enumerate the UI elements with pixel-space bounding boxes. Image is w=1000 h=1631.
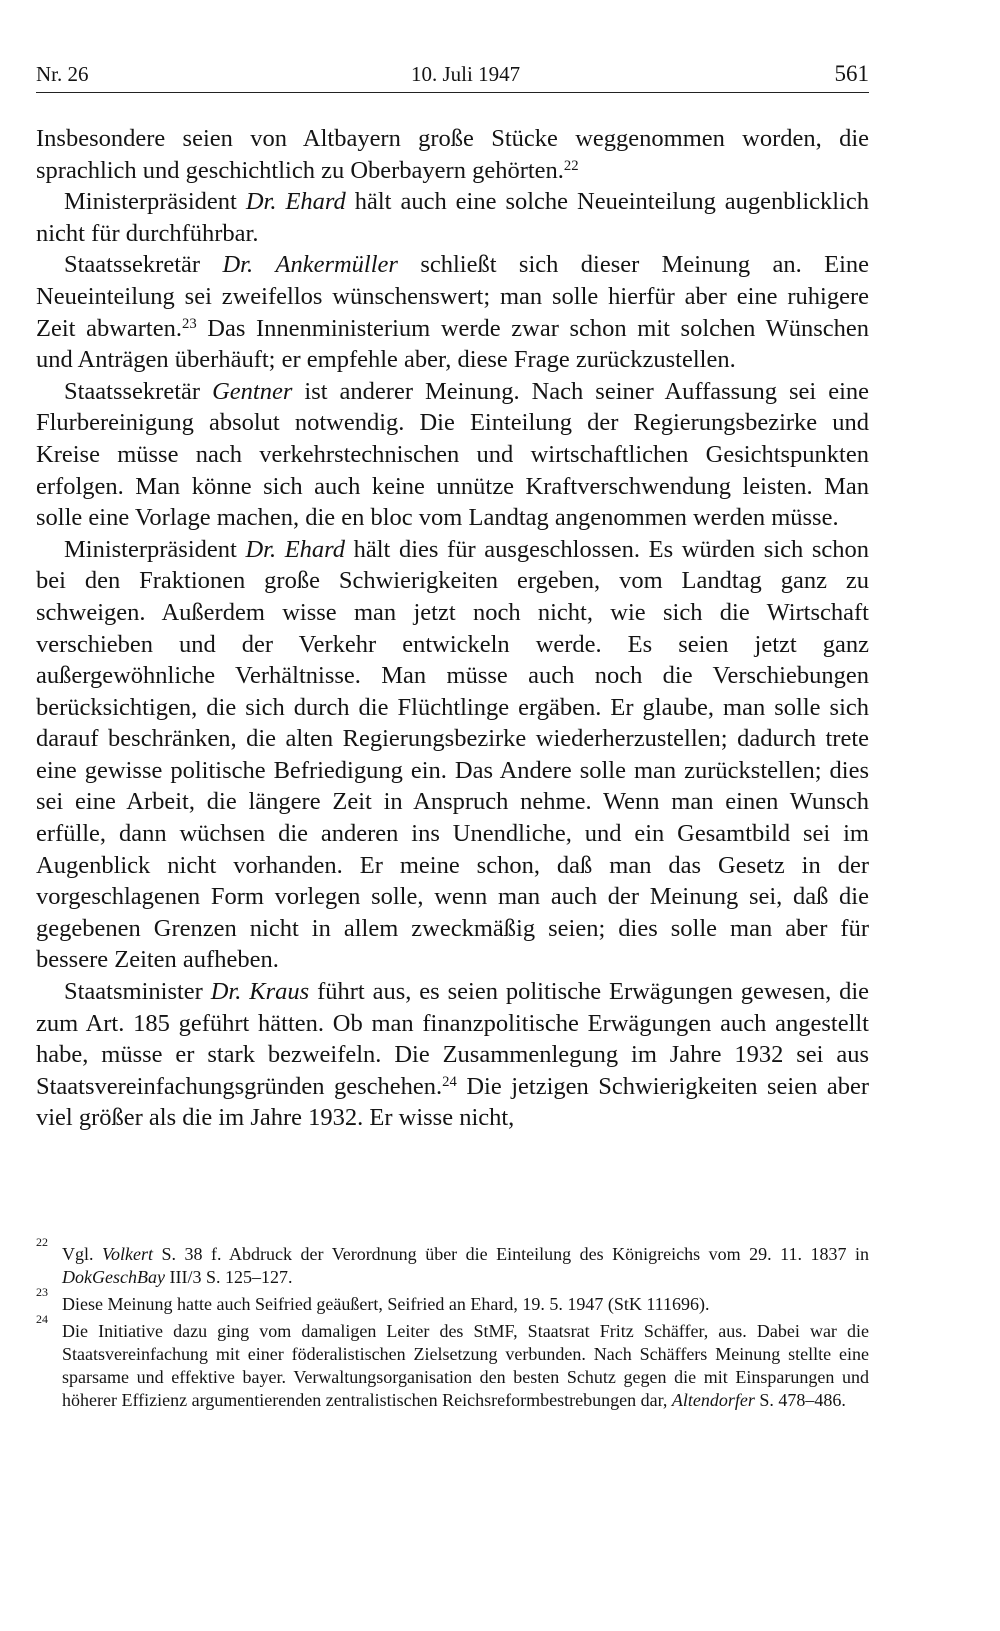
citation-ref: Volkert bbox=[102, 1244, 154, 1264]
paragraph bbox=[36, 123, 869, 186]
speaker-title: Staatssekretär bbox=[64, 251, 201, 279]
footnote-ref: 23 bbox=[181, 315, 197, 332]
footnote: 22 Vgl. Volkert S. 38 f. Abdruck der Verordnung über die Einteilung des Königreichs vom 29. 11. 1837 in DokGeschBay III/3 S. 125–127. bbox=[36, 1235, 870, 1287]
footnote-text: S. 478–486. bbox=[754, 1390, 846, 1410]
footnote-text: Die Initiative dazu ging vom damaligen Leiter des StMF, Staatsrat Fritz Schäffer, aus. Dabei war die Staatsvereinfachung mit einer föderalistischen Zielsetzung verbunden. Nach Schäffers Meinung stellte eine sparsame und effektive bayer. Verwaltungsorganisation den besten Schutz gegen die mit Einsparungen und höherer Effizienz argumentierenden zentralistischen Reichsreformbestrebungen dar, bbox=[62, 1321, 869, 1410]
speaker-title: Ministerpräsident bbox=[64, 188, 237, 216]
paragraph-text: Die jetzigen Schwierigkeiten seien aber viel größer als die im Jahre 1932. Er wisse nicht, bbox=[36, 1072, 869, 1132]
page-number: 561 bbox=[834, 61, 869, 86]
paragraph bbox=[36, 186, 869, 249]
footnote-text: S. 38 f. Abdruck der Verordnung über die Einteilung des Königreichs vom 29. 11. 1837 in bbox=[153, 1244, 870, 1264]
speaker-title: Ministerpräsident bbox=[64, 535, 237, 563]
footnote-text: III/3 S. 125–127. bbox=[164, 1267, 293, 1287]
paragraph-text: hält auch eine solche Neueinteilung augenblicklich nicht für durchführbar. bbox=[36, 188, 870, 247]
paragraph bbox=[36, 249, 869, 375]
paragraph-text: führt aus, es seien politische Erwägungen gewesen, die zum Art. 185 geführt hätten. Ob man finanzpolitische Erwägungen auch angestellt habe, müsse er stark bezweifeln. Die Zusammenlegung im Jahre 1932 sei aus Staatsvereinfachungsgründen geschehen. bbox=[36, 978, 870, 1100]
footnotes bbox=[36, 1235, 870, 1416]
speaker-name: Ehard bbox=[285, 188, 346, 216]
footnote: 23 Diese Meinung hatte auch Seifried geäußert, Seifried an Ehard, 19. 5. 1947 (StK 111696). bbox=[36, 1285, 710, 1314]
paragraph bbox=[36, 534, 869, 976]
footnote-ref: 24 bbox=[442, 1073, 457, 1090]
speaker-name: Ankermüller bbox=[275, 251, 398, 279]
protocol-date: 10. Juli 1947 bbox=[411, 62, 521, 86]
footnote: 24 Die Initiative dazu ging vom damaligen Leiter des StMF, Staatsrat Fritz Schäffer, aus. Dabei war die Staatsvereinfachung mit einer föderalistischen Zielsetzung verbunden. Nach Schäffers Meinung stellte eine sparsame und effektive bayer. Verwaltungsorganisation den besten Schutz gegen die mit Einsparungen und höherer Effizienz argumentierenden zentralistischen Reichsreformbestrebungen dar, Altendorfer S. 478–486. bbox=[36, 1312, 869, 1410]
paragraph-text: Insbesondere seien von Altbayern große Stücke weggenommen worden, die sprachlich und geschichtlich zu Oberbayern gehörten. bbox=[36, 125, 869, 184]
paragraph-text: ist anderer Meinung. Nach seiner Auffassung sei eine Flurbereinigung absolut notwendig. Die Einteilung der Regierungsbezirke und Kreise müsse nach verkehrstechnischen und wirtschaftlichen Gesichtspunkten erfolgen. Man könne sich auch keine unnütze Kraftverschwendung leisten. Man solle eine Vorlage machen, die en bloc vom Landtag angenommen werden müsse. bbox=[36, 377, 869, 532]
paragraph bbox=[36, 376, 869, 534]
footnote-text: Vgl. bbox=[62, 1244, 103, 1264]
main-text bbox=[36, 123, 869, 1134]
speaker-title: Staatssekretär bbox=[64, 377, 201, 405]
citation-ref: DokGeschBay bbox=[62, 1267, 165, 1287]
speaker-name: Kraus bbox=[249, 978, 310, 1006]
citation-ref: Altendorfer bbox=[671, 1390, 755, 1410]
speaker-dr: Dr. bbox=[245, 188, 277, 216]
footnote-text: Diese Meinung hatte auch Seifried geäußert, Seifried an Ehard, 19. 5. 1947 (StK 111696). bbox=[62, 1294, 710, 1314]
speaker-dr: Dr. bbox=[222, 251, 254, 279]
speaker-dr: Dr. bbox=[245, 535, 277, 563]
running-header bbox=[36, 56, 869, 93]
speaker-name: Gentner bbox=[212, 377, 293, 405]
footnote-ref: 22 bbox=[563, 157, 579, 174]
speaker-name: Ehard bbox=[284, 535, 346, 563]
paragraph bbox=[36, 976, 869, 1134]
issue-number: Nr. 26 bbox=[36, 62, 89, 86]
paragraph-text: Das Innenministerium werde zwar schon mit solchen Wünschen und Anträgen überhäuft; er empfehle aber, diese Frage zurückzustellen. bbox=[36, 314, 869, 374]
speaker-title: Staatsminister bbox=[64, 978, 203, 1006]
speaker-dr: Dr. bbox=[210, 978, 242, 1006]
paragraph-text: schließt sich dieser Meinung an. Eine Neueinteilung sei zweifellos wünschenswert; man solle hierfür aber eine ruhigere Zeit abwarten. bbox=[36, 251, 870, 342]
paragraph-text: hält dies für ausgeschlossen. Es würden sich schon bei den Fraktionen große Schwierigkeiten ergeben, vom Landtag ganz zu schweigen. Außerdem wisse man jetzt noch nicht, wie sich die Wirtschaft verschieben und der Verkehr entwickeln werde. Es seien jetzt ganz außergewöhnliche Verhältnisse. Man müsse auch noch die Verschiebungen berücksichtigen, die sich durch die Flüchtlinge ergäben. Er glaube, man solle sich darauf beschränken, die alten Regierungsbezirke wiederherzustellen; dadurch trete eine gewisse politische Befriedigung ein. Das Andere solle man zurückstellen; dies sei eine Arbeit, die längere Zeit in Anspruch nehme. Wenn man einen Wunsch erfülle, dann wüchsen die anderen ins Unendliche, und ein Gesamtbild sei im Augenblick nicht vorhanden. Er meine schon, daß man das Gesetz in der vorgeschlagenen Form vorlegen solle, wenn man auch der Meinung sei, daß die gegebenen Grenzen nicht in allem zweckmäßig seien; dies solle man aber für bessere Zeiten aufheben. bbox=[36, 535, 870, 974]
